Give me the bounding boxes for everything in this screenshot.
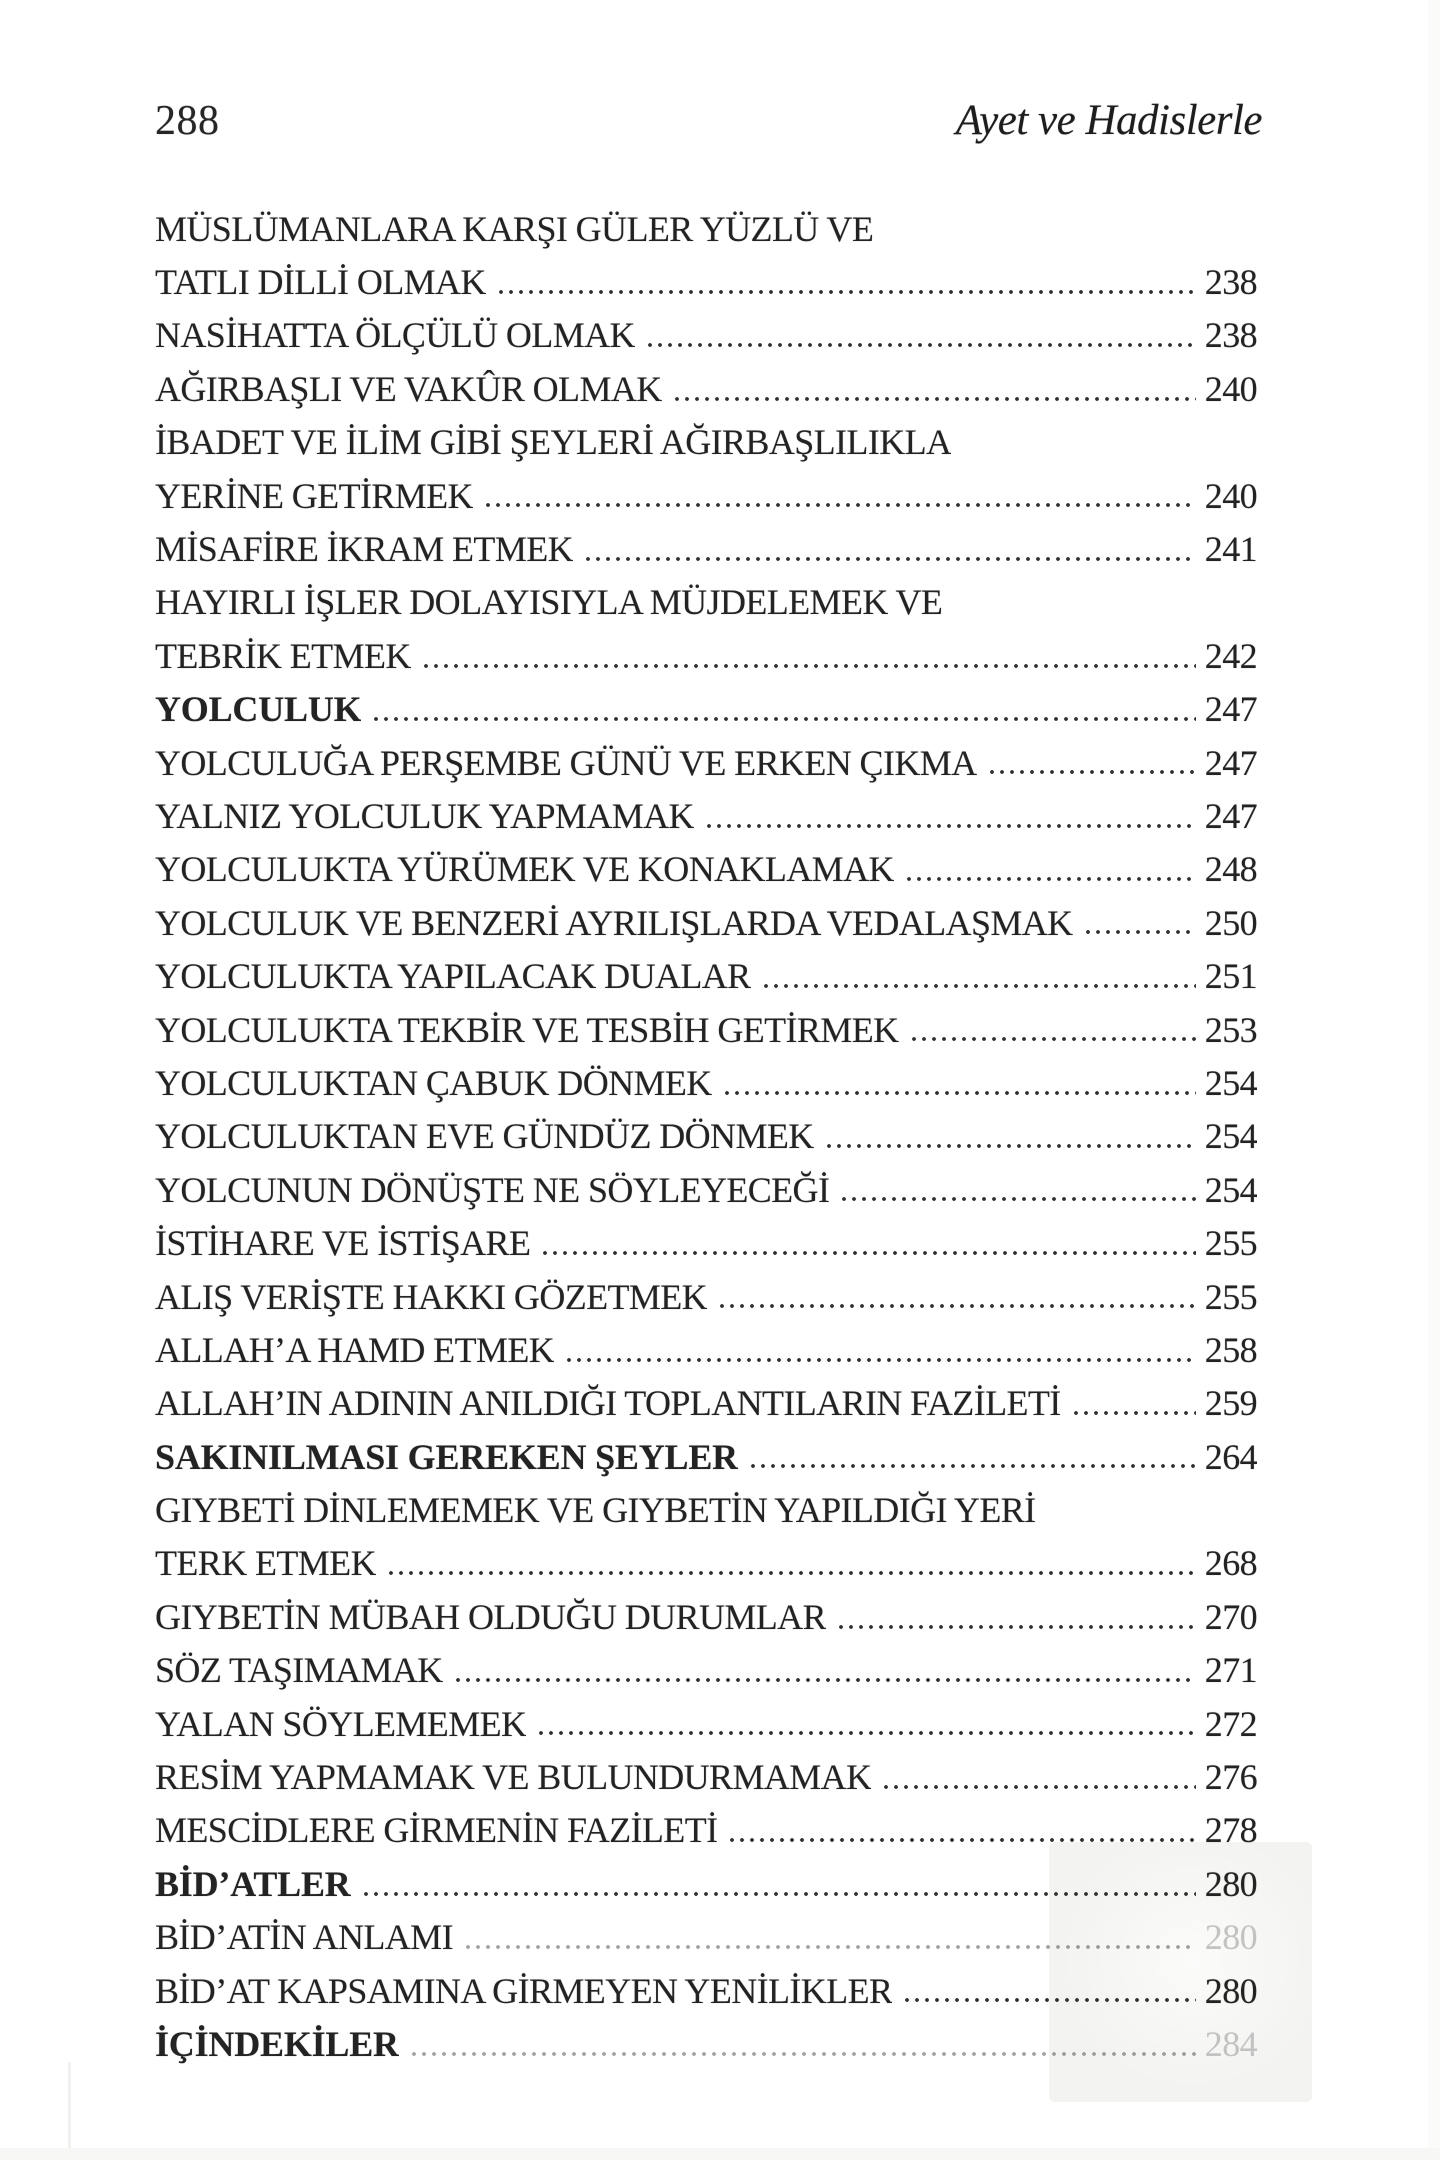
toc-row — [155, 522, 1257, 575]
toc-entry-label: YALAN SÖYLEMEMEK — [155, 1703, 527, 1744]
toc-entry-page: 251 — [1204, 956, 1257, 997]
toc-entry-page: 247 — [1204, 689, 1257, 730]
dot-leader — [836, 1624, 1196, 1630]
toc-row — [155, 1697, 1257, 1750]
toc-entry-label: BİD’AT KAPSAMINA GİRMEYEN YENİLİKLER — [155, 1970, 893, 2011]
toc-entry-page: 272 — [1204, 1703, 1257, 1744]
toc-row — [155, 736, 1257, 789]
toc-entry-page: 247 — [1204, 742, 1257, 783]
toc-entry-page: 278 — [1204, 1810, 1257, 1851]
toc-entry-label: BİD’ATLER — [155, 1863, 351, 1904]
toc-entry-label: YOLCULUĞA PERŞEMBE GÜNÜ VE ERKEN ÇIKMA — [155, 742, 977, 783]
toc-entry-label: ALIŞ VERİŞTE HAKKI GÖZETMEK — [155, 1276, 708, 1317]
dot-leader — [748, 1463, 1196, 1469]
toc-row — [155, 255, 1257, 308]
dot-leader — [371, 716, 1195, 722]
dot-leader — [881, 1784, 1195, 1790]
toc-entry-page: 270 — [1204, 1596, 1257, 1637]
toc-entry-label: YERİNE GETİRMEK — [155, 475, 473, 516]
toc-row — [155, 576, 1257, 629]
toc-entry-label: YOLCULUKTA YÜRÜMEK VE KONAKLAMAK — [155, 849, 894, 890]
running-header-title: Ayet ve Hadislerle — [955, 97, 1262, 144]
toc-entry-label: BİD’ATİN ANLAMI — [155, 1917, 453, 1958]
toc-entry-label: RESİM YAPMAMAK VE BULUNDURMAMAK — [155, 1757, 872, 1798]
toc-row — [155, 1110, 1257, 1163]
toc-row — [155, 1857, 1257, 1910]
dot-leader — [496, 289, 1196, 295]
toc-row — [155, 1644, 1257, 1697]
toc-row — [155, 1216, 1257, 1269]
toc-row — [155, 843, 1257, 896]
toc-entry-label: İSTİHARE VE İSTİŞARE — [155, 1223, 531, 1264]
toc-entry-label: MİSAFİRE İKRAM ETMEK — [155, 529, 574, 570]
toc-entry-page: 280 — [1204, 1970, 1257, 2011]
dot-leader — [564, 1357, 1196, 1363]
toc-entry-page: 280 — [1204, 1917, 1257, 1958]
toc-entry-page: 268 — [1204, 1543, 1257, 1584]
toc-entry-page: 254 — [1204, 1062, 1257, 1103]
toc-entry-label: YOLCULUKTAN ÇABUK DÖNMEK — [155, 1062, 712, 1103]
toc-row — [155, 202, 1257, 255]
toc-entry-label: GIYBETİN MÜBAH OLDUĞU DURUMLAR — [155, 1596, 826, 1637]
dot-leader — [902, 1997, 1195, 2003]
page-number-folio: 288 — [155, 98, 220, 144]
toc-row — [155, 1590, 1257, 1643]
toc-row — [155, 1750, 1257, 1803]
toc-row — [155, 949, 1257, 1002]
toc-row — [155, 1537, 1257, 1590]
toc-entry-page: 240 — [1204, 368, 1257, 409]
toc-entry-label: İÇİNDEKİLER — [155, 2023, 399, 2064]
dot-leader — [483, 502, 1196, 508]
toc-entry-label: ALLAH’A HAMD ETMEK — [155, 1329, 555, 1370]
toc-entry-label: TATLI DİLLİ OLMAK — [155, 262, 486, 303]
dot-leader — [463, 1944, 1196, 1950]
dot-leader — [839, 1196, 1195, 1202]
toc-row — [155, 1377, 1257, 1430]
toc-entry-page: 264 — [1204, 1436, 1257, 1477]
page-right-edge-artifact — [1428, 0, 1440, 2160]
toc-entry-label: YALNIZ YOLCULUK YAPMAMAK — [155, 795, 694, 836]
toc-entry-label: SÖZ TAŞIMAMAK — [155, 1650, 443, 1691]
toc-entry-label: HAYIRLI İŞLER DOLAYISIYLA MÜJDELEMEK VE — [155, 582, 943, 623]
toc-entry-page: 247 — [1204, 795, 1257, 836]
toc-entry-label: YOLCULUKTAN EVE GÜNDÜZ DÖNMEK — [155, 1116, 814, 1157]
toc-entry-label: TEBRİK ETMEK — [155, 635, 411, 676]
toc-entry-page: 240 — [1204, 475, 1257, 516]
dot-leader — [987, 769, 1196, 775]
toc-row — [155, 362, 1257, 415]
toc-row — [155, 683, 1257, 736]
dot-leader — [583, 556, 1196, 562]
toc-entry-label: ALLAH’IN ADININ ANILDIĞI TOPLANTILARIN FAZİLETİ — [155, 1383, 1061, 1424]
toc-entry-label: YOLCULUKTA TEKBİR VE TESBİH GETİRMEK — [155, 1009, 899, 1050]
toc-row — [155, 1964, 1257, 2017]
dot-leader — [1083, 929, 1196, 935]
toc-row — [155, 629, 1257, 682]
toc-row — [155, 1323, 1257, 1376]
dot-leader — [536, 1730, 1195, 1736]
dot-leader — [909, 1036, 1196, 1042]
dot-leader — [824, 1143, 1196, 1149]
toc-entry-label: MESCİDLERE GİRMENİN FAZİLETİ — [155, 1810, 718, 1851]
toc-entry-label: NASİHATTA ÖLÇÜLÜ OLMAK — [155, 315, 635, 356]
toc-entry-label: GIYBETİ DİNLEMEMEK VE GIYBETİN YAPILDIĞI YERİ — [155, 1490, 1036, 1531]
toc-entry-label: YOLCULUK — [155, 689, 362, 730]
toc-row — [155, 1270, 1257, 1323]
toc-entry-page: 241 — [1204, 529, 1257, 570]
toc-entry-page: 254 — [1204, 1169, 1257, 1210]
toc-row — [155, 1483, 1257, 1536]
scan-line-artifact — [68, 2062, 71, 2160]
page-bottom-edge-artifact — [0, 2148, 1440, 2160]
toc-row — [155, 1911, 1257, 1964]
dot-leader — [540, 1250, 1195, 1256]
dot-leader — [727, 1837, 1195, 1843]
toc-entry-label: AĞIRBAŞLI VE VAKÛR OLMAK — [155, 368, 662, 409]
dot-leader — [361, 1891, 1196, 1897]
toc-row — [155, 789, 1257, 842]
toc-row — [155, 1163, 1257, 1216]
toc-entry-label: TERK ETMEK — [155, 1543, 376, 1584]
toc-entry-page: 248 — [1204, 849, 1257, 890]
toc-row — [155, 896, 1257, 949]
toc-row — [155, 1804, 1257, 1857]
toc-entry-page: 271 — [1204, 1650, 1257, 1691]
toc-list — [155, 202, 1257, 2071]
dot-leader — [386, 1570, 1196, 1576]
toc-row — [155, 309, 1257, 362]
toc-entry-page: 258 — [1204, 1329, 1257, 1370]
dot-leader — [904, 876, 1196, 882]
toc-row — [155, 1430, 1257, 1483]
toc-entry-page: 259 — [1204, 1383, 1257, 1424]
toc-entry-page: 242 — [1204, 635, 1257, 676]
toc-entry-label: YOLCUNUN DÖNÜŞTE NE SÖYLEYECEĞİ — [155, 1169, 830, 1210]
dot-leader — [672, 396, 1196, 402]
toc-entry-page: 254 — [1204, 1116, 1257, 1157]
toc-entry-page: 280 — [1204, 1863, 1257, 1904]
toc-entry-label: İBADET VE İLİM GİBİ ŞEYLERİ AĞIRBAŞLILIKLA — [155, 422, 952, 463]
dot-leader — [453, 1677, 1196, 1683]
dot-leader — [645, 342, 1196, 348]
toc-row — [155, 416, 1257, 469]
toc-entry-page: 276 — [1204, 1757, 1257, 1798]
toc-entry-page: 255 — [1204, 1223, 1257, 1264]
toc-entry-page: 255 — [1204, 1276, 1257, 1317]
toc-entry-label: YOLCULUKTA YAPILACAK DUALAR — [155, 956, 751, 997]
dot-leader — [704, 823, 1196, 829]
toc-entry-page: 284 — [1204, 2023, 1257, 2064]
dot-leader — [421, 663, 1196, 669]
running-header — [155, 96, 1262, 156]
toc-entry-page: 238 — [1204, 262, 1257, 303]
toc-entry-page: 238 — [1204, 315, 1257, 356]
dot-leader — [761, 983, 1196, 989]
dot-leader — [1071, 1410, 1196, 1416]
dot-leader — [722, 1090, 1196, 1096]
toc-row — [155, 1003, 1257, 1056]
dot-leader — [717, 1303, 1196, 1309]
toc-row — [155, 1056, 1257, 1109]
toc-row — [155, 2017, 1257, 2070]
toc-entry-page: 253 — [1204, 1009, 1257, 1050]
toc-entry-label: MÜSLÜMANLARA KARŞI GÜLER YÜZLÜ VE — [155, 208, 874, 249]
toc-entry-page: 250 — [1204, 902, 1257, 943]
dot-leader — [409, 2051, 1196, 2057]
toc-entry-label: YOLCULUK VE BENZERİ AYRILIŞLARDA VEDALAŞMAK — [155, 902, 1073, 943]
toc-entry-label: SAKINILMASI GEREKEN ŞEYLER — [155, 1436, 738, 1477]
toc-row — [155, 469, 1257, 522]
